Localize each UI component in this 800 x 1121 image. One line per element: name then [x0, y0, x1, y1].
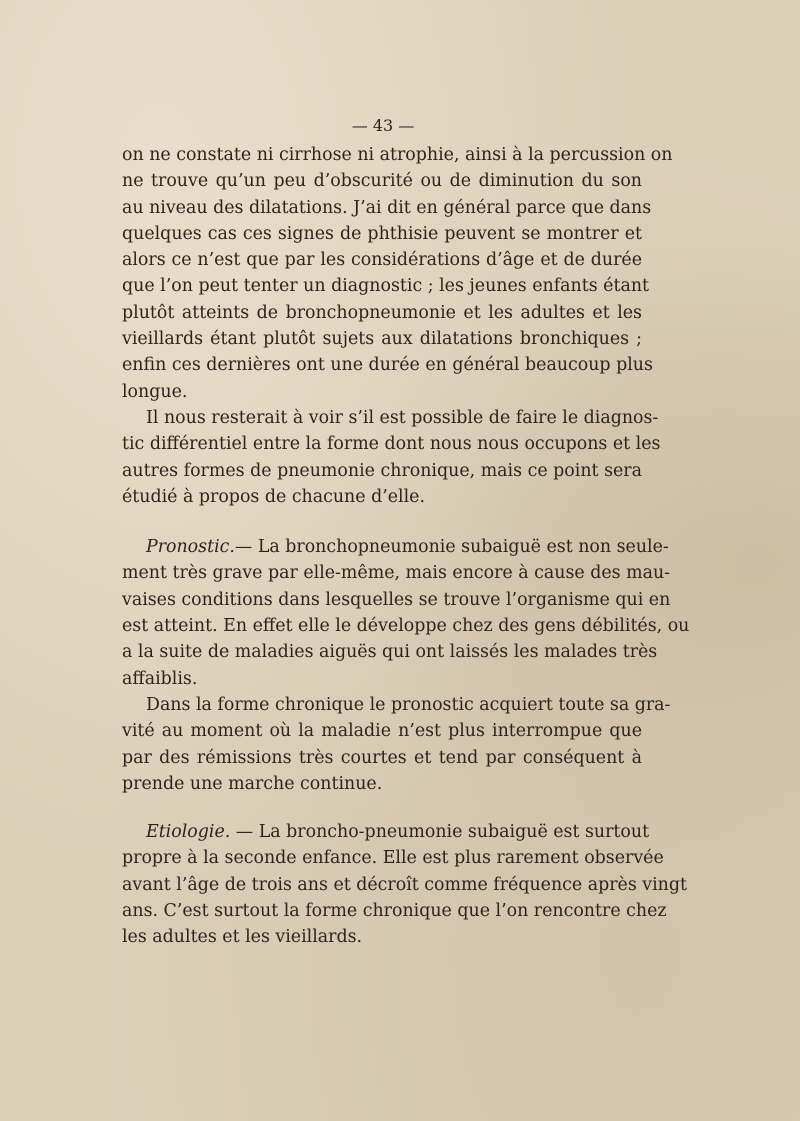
- text-line: plutôt atteints de bronchopneumonie et les adultes et les: [122, 302, 642, 323]
- text-line: [122, 534, 669, 560]
- paragraph-diagnostic: [122, 142, 673, 405]
- text-line: quelques cas ces signes de phthisie peuvent se montrer et: [122, 223, 642, 244]
- text-line: ne trouve qu’un peu d’obscurité ou de diminution du son: [122, 171, 642, 192]
- paragraph-chronic-form: [122, 692, 671, 797]
- text-run: — La bronchopneumonie subaiguë est non seule-: [234, 537, 669, 558]
- text-line: Dans la forme chronique le pronostic acquiert toute sa gra-: [146, 694, 671, 715]
- text-line: par des rémissions très courtes et tend par conséquent à: [122, 747, 642, 768]
- text-line: autres formes de pneumonie chronique, mais ce point sera: [122, 460, 642, 481]
- text-line: vieillards étant plutôt sujets aux dilatations bronchiques ;: [122, 329, 642, 350]
- text-line: a la suite de maladies aiguës qui ont laissés les malades très: [122, 642, 658, 663]
- section-heading-etiologie: Etiologie.: [146, 822, 231, 843]
- section-spacer: [122, 797, 642, 819]
- text-line: alors ce n’est que par les considérations d’âge et de durée: [122, 250, 642, 271]
- text-line: vité au moment où la maladie n’est plus interrompue que: [122, 721, 642, 742]
- text-line: vaises conditions dans lesquelles se trouve l’organisme qui en: [122, 589, 671, 610]
- text-line: est atteint. En effet elle le développe chez des gens débilités, ou: [122, 616, 690, 637]
- text-line: avant l’âge de trois ans et décroît comme fréquence après vingt: [122, 874, 687, 895]
- text-line: on ne constate ni cirrhose ni atrophie, ainsi à la percussion on: [122, 145, 673, 165]
- text-line: étudié à propos de chacune d’elle.: [122, 486, 425, 507]
- text-line: ment très grave par elle-même, mais encore à cause des mau-: [122, 563, 671, 584]
- text-line: Il nous resterait à voir s’il est possible de faire le diagnos-: [146, 407, 659, 428]
- text-line: propre à la seconde enfance. Elle est plus rarement observée: [122, 848, 664, 869]
- section-heading-pronostic: Pronostic.: [146, 537, 235, 558]
- text-line: que l’on peut tenter un diagnostic ; les jeunes enfants étant: [122, 276, 650, 297]
- paragraph-differential: [122, 405, 661, 510]
- text-line: ans. C’est surtout la forme chronique que l’on rencontre chez: [122, 901, 667, 922]
- text-line: affaiblis.: [122, 668, 198, 689]
- section-pronostic: [122, 534, 690, 692]
- text-line: tic différentiel entre la forme dont nous nous occupons et les: [122, 434, 661, 455]
- text-line: longue.: [122, 381, 188, 402]
- text-line: les adultes et les vieillards.: [122, 927, 363, 948]
- text-line: au niveau des dilatations. J’ai dit en général parce que dans: [122, 197, 652, 218]
- page-number: — 43 —: [351, 116, 415, 135]
- text-line: prende une marche continue.: [122, 773, 383, 794]
- text-line: [122, 819, 650, 845]
- text-line: enfin ces dernières ont une durée en général beaucoup plus: [122, 355, 653, 376]
- body-text: [122, 142, 690, 951]
- text-run: — La broncho-pneumonie subaiguë est surtout: [230, 822, 650, 843]
- section-spacer: [122, 510, 642, 534]
- section-etiologie: [122, 819, 687, 950]
